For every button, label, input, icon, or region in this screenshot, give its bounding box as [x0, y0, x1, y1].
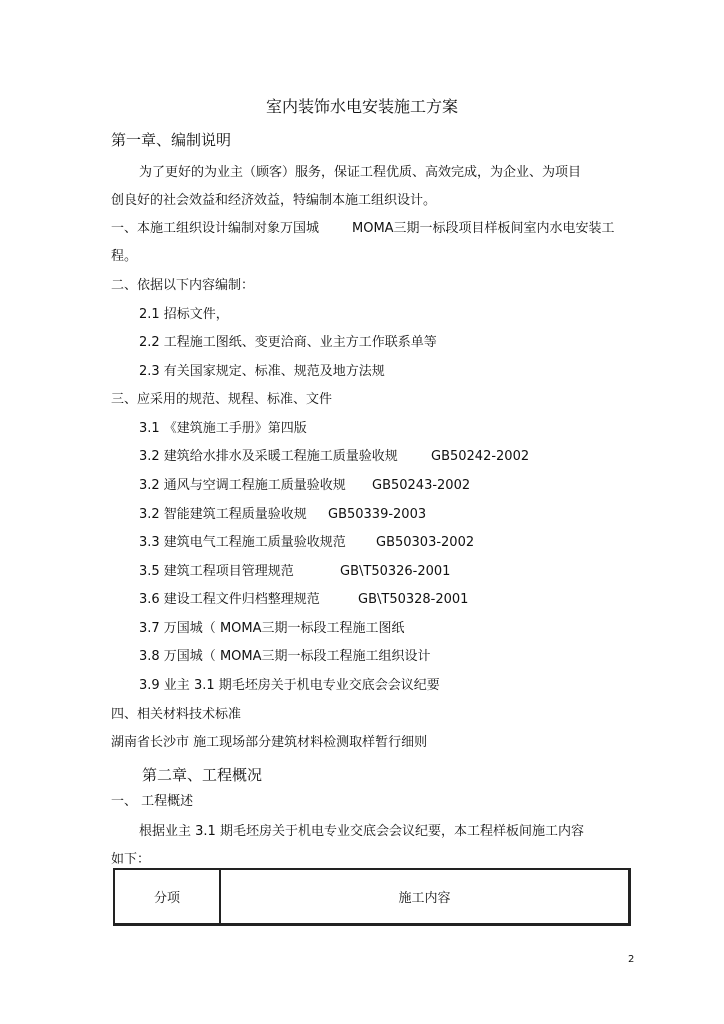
section-2-heading: 二、依据以下内容编制： — [111, 278, 255, 293]
standard-item-code: GB50242-2002 — [431, 449, 530, 464]
section-1-line-2: 程。 — [111, 249, 138, 264]
section-2-item: 2.1 招标文件， — [139, 307, 229, 322]
standard-item-text: 3.6 建设工程文件归档整理规范 — [139, 592, 320, 607]
section-4-heading: 四、相关材料技术标准 — [111, 707, 242, 722]
table-header-content: 施工内容 — [398, 891, 451, 906]
intro-line-1: 为了更好的为业主（顾客）服务，保证工程优质、高效完成，为企业、为项目 — [139, 165, 582, 180]
standard-item-text: 3.2 通风与空调工程施工质量验收规 — [139, 478, 346, 493]
section-3-heading: 三、应采用的规范、规程、标准、文件 — [111, 392, 333, 407]
content-table — [113, 868, 631, 926]
section-2-item: 2.2 工程施工图纸、变更洽商、业主方工作联系单等 — [139, 335, 437, 350]
standard-item — [139, 591, 559, 609]
standard-item-text: 3.5 建筑工程项目管理规范 — [139, 564, 294, 579]
standard-item-text: 3.1 《建筑施工手册》第四版 — [139, 421, 307, 436]
standard-item — [139, 477, 559, 495]
standard-item-code: GB\T50326-2001 — [340, 564, 451, 579]
section-4-line: 湖南省长沙市 施工现场部分建筑材料检测取样暂行细则 — [111, 735, 428, 750]
standard-item — [139, 534, 559, 552]
standard-item — [139, 648, 431, 666]
standard-item-text: 3.7 万国城（ MOMA三期一标段工程施工图纸 — [139, 621, 405, 636]
standard-item-text: 3.8 万国城（ MOMA三期一标段工程施工组织设计 — [139, 649, 431, 664]
chapter-1-heading: 第一章、编制说明 — [111, 131, 232, 149]
chapter-2-heading: 第二章、工程概况 — [142, 766, 263, 784]
standard-item-text: 3.2 智能建筑工程质量验收规 — [139, 507, 307, 522]
standard-item — [139, 563, 559, 581]
table-header-item: 分项 — [115, 870, 221, 923]
standard-item-text: 3.3 建筑电气工程施工质量验收规范 — [139, 535, 346, 550]
standard-item-code: GB50303-2002 — [376, 535, 475, 550]
standard-item-code: GB\T50328-2001 — [358, 592, 469, 607]
document-title: 室内装饰水电安装施工方案 — [265, 97, 458, 116]
page-number: 2 — [628, 954, 635, 965]
standard-item-text: 3.2 建筑给水排水及采暖工程施工质量验收规 — [139, 449, 398, 464]
chapter-2-sub-heading: 一、 工程概述 — [111, 794, 194, 809]
standard-item — [139, 677, 440, 695]
chapter-2-para-line-2: 如下： — [111, 852, 151, 867]
standard-item — [139, 448, 559, 466]
section-2-item: 2.3 有关国家规定、标准、规范及地方法规 — [139, 364, 385, 379]
section-1-line-1b: MOMA三期一标段项目样板间室内水电安装工 — [352, 221, 615, 236]
standard-item-code: GB50339-2003 — [328, 507, 427, 522]
section-1-line-1a: 一、本施工组织设计编制对象万国城 — [111, 221, 320, 236]
standard-item-text: 3.9 业主 3.1 期毛坯房关于机电专业交底会会议纪要 — [139, 678, 440, 693]
standard-item-code: GB50243-2002 — [372, 478, 471, 493]
intro-line-2: 创良好的社会效益和经济效益，特编制本施工组织设计。 — [111, 193, 437, 208]
chapter-2-para-line-1: 根据业主 3.1 期毛坯房关于机电专业交底会会议纪要，本工程样板间施工内容 — [139, 824, 584, 839]
standard-item — [139, 506, 559, 524]
standard-item — [139, 420, 307, 438]
standard-item — [139, 620, 405, 638]
